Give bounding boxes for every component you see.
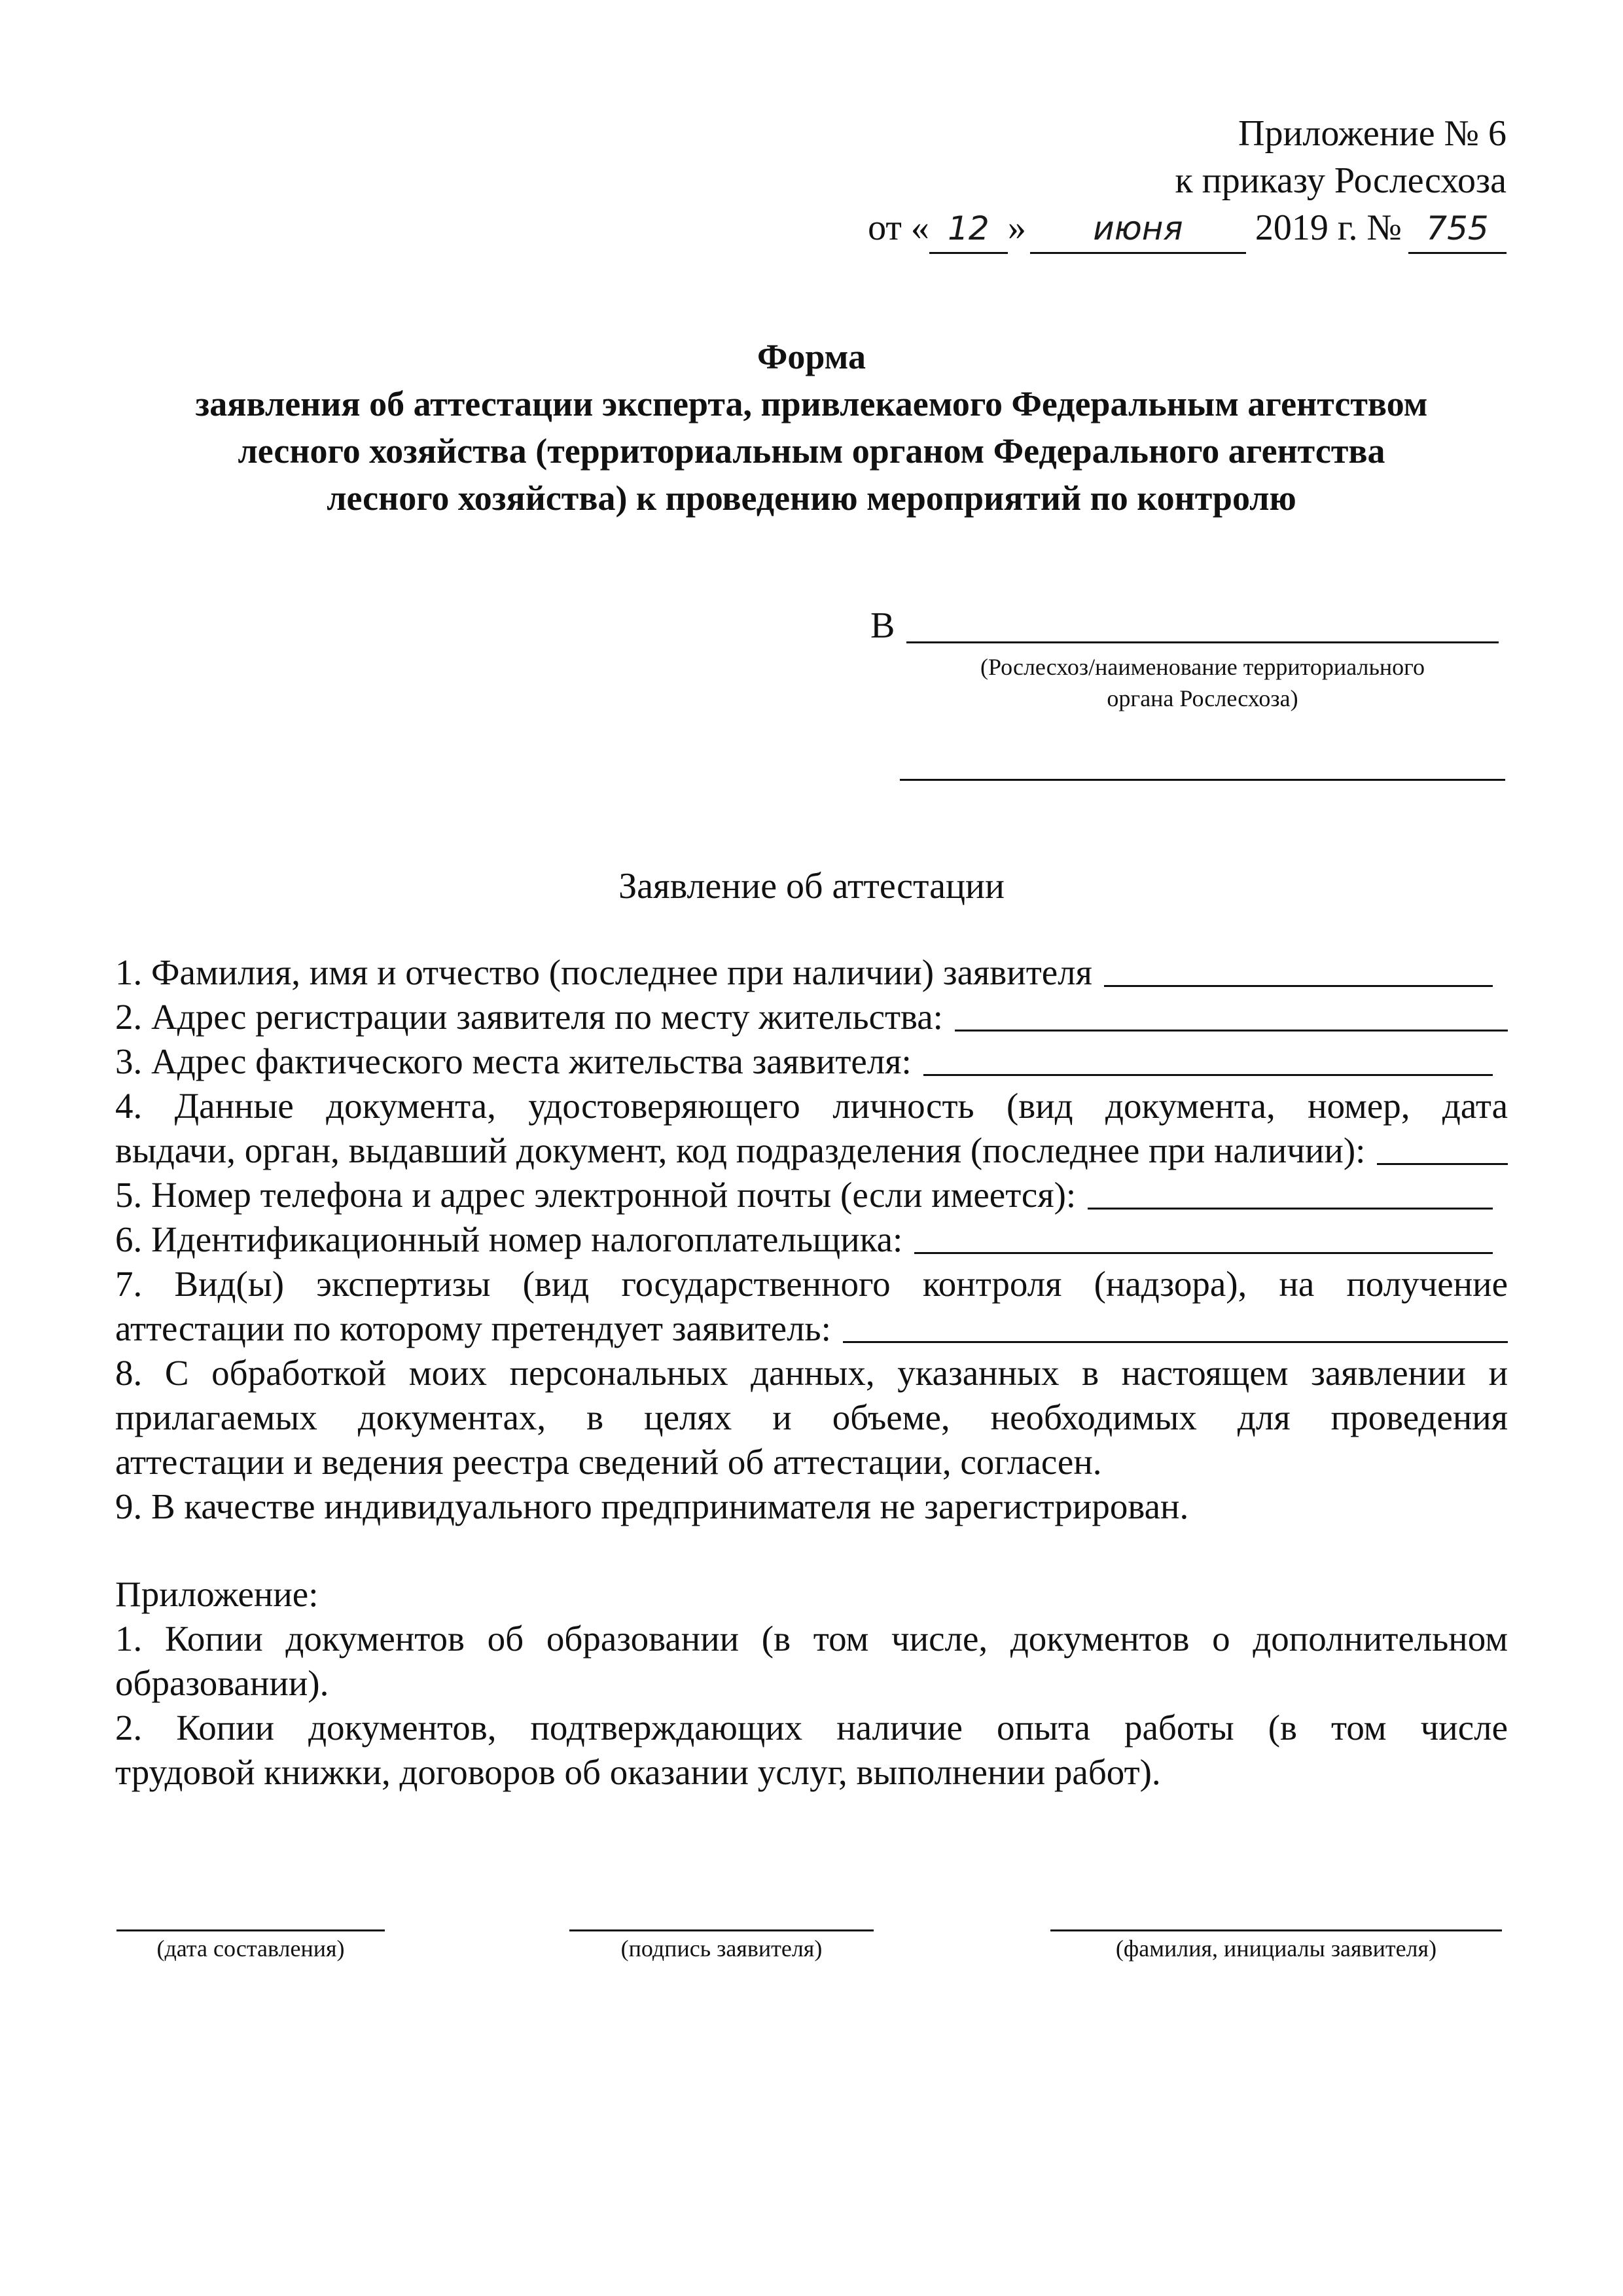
- item-8-line3: аттестации и ведения реестра сведений об аттестации, согласен.: [115, 1442, 1102, 1482]
- appendix-label: Приложение № 6: [1238, 113, 1507, 154]
- date-signature-field[interactable]: [116, 1929, 385, 1965]
- item-9-text: 9. В качестве индивидуального предпринимателя не зарегистрирован.: [115, 1486, 1189, 1526]
- statement-items: [115, 950, 1508, 1529]
- handwritten-month: июня: [1030, 205, 1246, 254]
- item-1-text: 1. Фамилия, имя и отчество (последнее при наличии) заявителя: [115, 952, 1092, 992]
- item-2-text: 2. Адрес регистрации заявителя по месту жительства:: [115, 997, 943, 1037]
- item-3-text: 3. Адрес фактического места жительства заявителя:: [115, 1041, 912, 1081]
- identity-document-field[interactable]: [1377, 1163, 1508, 1165]
- item-4-text: выдачи, орган, выдавший документ, код подразделения (последнее при наличии):: [115, 1130, 1366, 1170]
- order-date-line: [868, 204, 1507, 254]
- addressee-caption-line1: (Рослесхоз/наименование территориального: [980, 654, 1425, 680]
- attachment-1-line1: 1. Копии документов об образовании (в том числе, документов о дополнительном: [115, 1619, 1508, 1659]
- item-8-line1: 8. С обработкой моих персональных данных, указанных в настоящем заявлении и: [115, 1353, 1508, 1393]
- list-item: [115, 1128, 1508, 1173]
- name-caption: (фамилия, инициалы заявителя): [1115, 1935, 1437, 1962]
- form-title-line4: лесного хозяйства) к проведению мероприятий по контролю: [327, 478, 1296, 518]
- item-6-text: 6. Идентификационный номер налогоплательщика:: [115, 1219, 903, 1259]
- attachment-1-line2: образовании).: [115, 1663, 329, 1703]
- item-4-line1: 4. Данные документа, удостоверяющего личность (вид документа, номер, дата: [115, 1086, 1508, 1126]
- signature-caption: (подпись заявителя): [620, 1935, 823, 1962]
- list-item: [115, 1306, 1508, 1351]
- item-5-text: 5. Номер телефона и адрес электронной почты (если имеется):: [115, 1175, 1077, 1215]
- item-7-line1: 7. Вид(ы) экспертизы (вид государственного контроля (надзора), на получение: [115, 1264, 1508, 1304]
- list-item: [115, 950, 1493, 995]
- attachment-2-line2: трудовой книжки, договоров об оказании услуг, выполнении работ).: [115, 1752, 1161, 1792]
- handwritten-number: 755: [1408, 205, 1507, 254]
- attachments-block: [115, 1572, 1508, 1795]
- list-item: [115, 1173, 1493, 1217]
- statement-title: Заявление об аттестации: [618, 866, 1005, 906]
- list-item: [115, 1039, 1493, 1084]
- date-prefix: от «: [868, 207, 929, 248]
- item-8-line2: прилагаемых документах, в целях и объеме, необходимых для проведения: [115, 1397, 1508, 1437]
- addressee-prefix: В: [870, 605, 895, 646]
- item-7-text: аттестации по которому претендует заявитель:: [115, 1308, 831, 1348]
- addressee-caption-line2: органа Рослесхоза): [1107, 685, 1298, 711]
- date-mid: »: [1007, 207, 1026, 248]
- attachment-2-line1: 2. Копии документов, подтверждающих наличие опыта работы (в том числе: [115, 1708, 1508, 1748]
- applicant-field[interactable]: [900, 779, 1505, 781]
- date-caption: (дата составления): [156, 1935, 345, 1962]
- applicant-name-field[interactable]: [1050, 1929, 1502, 1965]
- order-reference: к приказу Рослесхоза: [1175, 160, 1507, 201]
- taxpayer-id-field[interactable]: [914, 1252, 1493, 1254]
- form-title-line3: лесного хозяйства (территориальным органом Федерального агентства: [238, 431, 1385, 471]
- full-name-field[interactable]: [1104, 985, 1493, 987]
- addressee-field[interactable]: [906, 641, 1499, 643]
- year-number-label: 2019 г. №: [1255, 207, 1402, 248]
- list-item: [115, 995, 1508, 1039]
- attachments-heading: Приложение:: [115, 1574, 319, 1614]
- phone-email-field[interactable]: [1088, 1208, 1493, 1210]
- list-item: [115, 1217, 1493, 1262]
- actual-address-field[interactable]: [923, 1074, 1493, 1076]
- expertise-type-field[interactable]: [843, 1341, 1508, 1343]
- form-title-line2: заявления об аттестации эксперта, привлекаемого Федеральным агентством: [195, 384, 1428, 423]
- handwritten-day: 12: [929, 205, 1008, 254]
- applicant-signature-field[interactable]: [569, 1929, 874, 1965]
- registration-address-field[interactable]: [955, 1030, 1508, 1031]
- form-title: Форма: [757, 337, 866, 376]
